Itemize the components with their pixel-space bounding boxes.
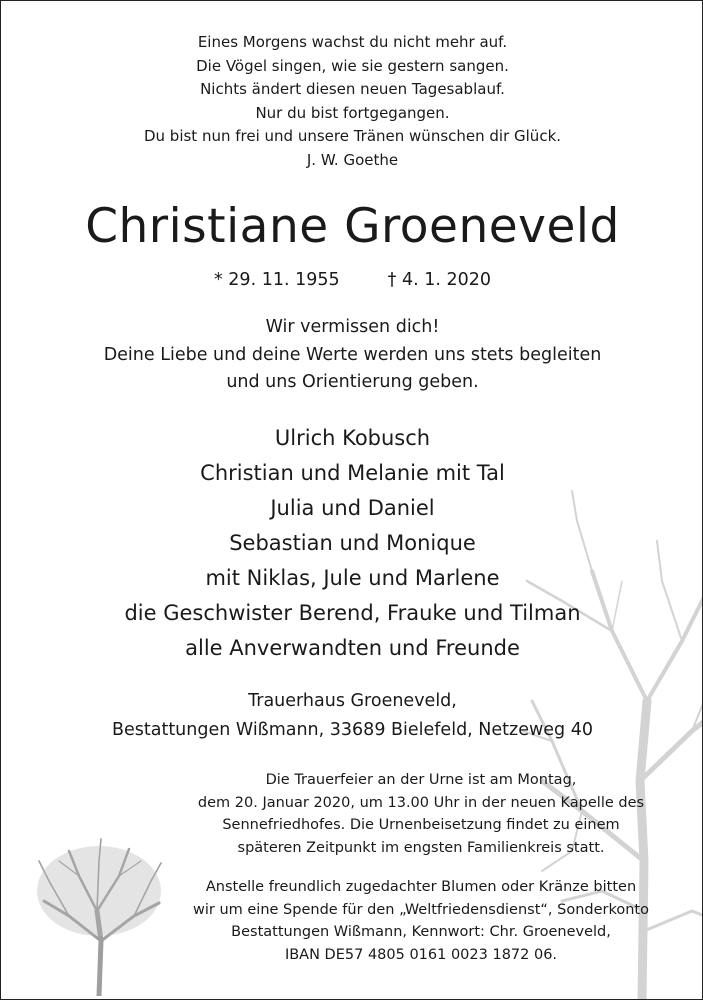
service-line: Die Trauerfeier an der Urne ist am Montag, — [265, 772, 577, 788]
donation-line: Anstelle freundlich zugedachter Blumen oder Kränze bitten — [205, 879, 637, 895]
poem-line: Eines Morgens wachst du nicht mehr auf. — [197, 33, 508, 51]
life-dates — [1, 266, 703, 294]
remembrance-message — [1, 314, 703, 397]
service-line: Sennefriedhofes. Die Urnenbeisetzung findet zu einem — [222, 817, 620, 833]
poem-line: Nur du bist fortgegangen. — [255, 103, 450, 122]
message-line: Deine Liebe und deine Werte werden uns stets begleiten — [103, 344, 602, 365]
poem-line: Du bist nun frei und unsere Tränen wünschen dir Glück. — [143, 127, 562, 145]
poem-author: J. W. Goethe — [306, 150, 399, 169]
tree-illustration-small — [29, 831, 169, 996]
mourner-entry: Christian und Melanie mit Tal — [200, 461, 505, 485]
poem-line: Die Vögel singen, wie sie gestern sangen. — [196, 56, 509, 75]
mourner-entry: Sebastian und Monique — [229, 531, 476, 555]
poem-line: Nichts ändert diesen neuen Tagesablauf. — [200, 80, 505, 98]
donation-info — [151, 876, 691, 966]
address-line: Bestattungen Wißmann, 33689 Bielefeld, Netzeweg 40 — [111, 720, 593, 740]
birth-date: * 29. 11. 1955 — [213, 270, 340, 290]
iban-line: IBAN DE57 4805 0161 0023 1872 06. — [284, 946, 558, 963]
mourner-entry: Julia und Daniel — [270, 496, 435, 520]
service-line: späteren Zeitpunkt im engsten Familienkreis statt. — [237, 839, 605, 856]
mourners-list — [1, 421, 703, 666]
death-date: † 4. 1. 2020 — [387, 270, 491, 290]
service-info — [151, 769, 691, 859]
message-line: und uns Orientierung geben. — [226, 372, 479, 392]
deceased-name: Christiane Groeneveld — [85, 199, 620, 254]
mourner-entry: die Geschwister Berend, Frauke und Tilman — [124, 601, 581, 625]
poem-block — [1, 31, 703, 172]
donation-line: wir um eine Spende für den „Weltfriedensdienst“, Sonderkonto — [193, 901, 649, 918]
mourner-entry: Ulrich Kobusch — [274, 426, 431, 450]
donation-line: Bestattungen Wißmann, Kennwort: Chr. Groeneveld, — [231, 924, 611, 940]
mourning-house-address — [1, 687, 703, 745]
message-line: Wir vermissen dich! — [265, 317, 440, 337]
mourner-entry: alle Anverwandten und Freunde — [185, 636, 520, 660]
address-line: Trauerhaus Groeneveld, — [248, 691, 457, 711]
service-line: dem 20. Januar 2020, um 13.00 Uhr in der neuen Kapelle des — [197, 794, 645, 811]
mourner-entry: mit Niklas, Jule und Marlene — [205, 566, 500, 590]
